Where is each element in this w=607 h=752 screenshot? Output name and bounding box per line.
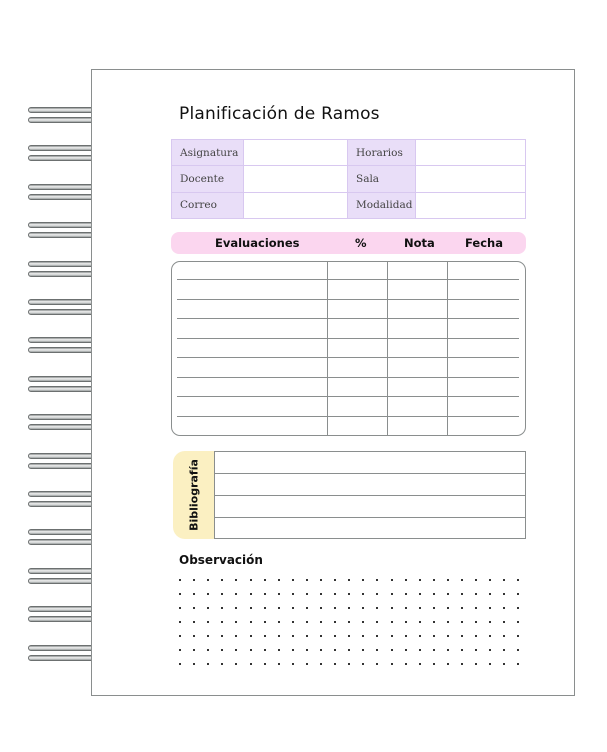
- grid-dot: [320, 663, 322, 665]
- grid-dot: [475, 635, 477, 637]
- grid-dot: [193, 635, 195, 637]
- grid-dot: [517, 663, 519, 665]
- grid-dot: [419, 579, 421, 581]
- grid-dot: [447, 621, 449, 623]
- field-sala[interactable]: [416, 166, 526, 192]
- grid-dot: [447, 593, 449, 595]
- grid-dot: [362, 663, 364, 665]
- grid-dot: [489, 621, 491, 623]
- label-modalidad: Modalidad: [348, 192, 416, 218]
- grid-dot: [376, 663, 378, 665]
- grid-dot: [489, 593, 491, 595]
- grid-dot: [447, 649, 449, 651]
- grid-dot: [320, 621, 322, 623]
- grid-dot: [475, 607, 477, 609]
- grid-dot: [320, 593, 322, 595]
- grid-dot: [179, 649, 181, 651]
- grid-dot: [517, 649, 519, 651]
- grid-dot: [433, 635, 435, 637]
- grid-dot: [207, 663, 209, 665]
- info-row: [172, 166, 526, 192]
- header-nota: Nota: [404, 236, 435, 250]
- grid-dot: [221, 621, 223, 623]
- row-line: [177, 338, 519, 339]
- grid-dot: [292, 593, 294, 595]
- grid-dot: [376, 593, 378, 595]
- grid-dot: [306, 579, 308, 581]
- grid-dot: [517, 621, 519, 623]
- grid-dot: [320, 635, 322, 637]
- grid-dot: [391, 663, 393, 665]
- grid-dot: [221, 607, 223, 609]
- grid-dot: [179, 635, 181, 637]
- grid-dot: [292, 663, 294, 665]
- grid-dot: [250, 621, 252, 623]
- grid-dot: [461, 579, 463, 581]
- row-line: [177, 377, 519, 378]
- grid-dot: [433, 607, 435, 609]
- grid-dot: [278, 593, 280, 595]
- grid-dot: [475, 663, 477, 665]
- grid-dot: [433, 579, 435, 581]
- grid-dot: [362, 649, 364, 651]
- grid-dot: [433, 663, 435, 665]
- grid-dot: [306, 663, 308, 665]
- grid-dot: [447, 579, 449, 581]
- grid-dot: [376, 635, 378, 637]
- grid-dot: [447, 607, 449, 609]
- grid-dot: [419, 663, 421, 665]
- ruled-line: [215, 473, 525, 474]
- grid-dot: [391, 593, 393, 595]
- grid-dot: [362, 593, 364, 595]
- grid-dot: [278, 635, 280, 637]
- grid-dot: [264, 607, 266, 609]
- bibliography-lines[interactable]: [214, 451, 526, 539]
- grid-dot: [405, 649, 407, 651]
- grid-dot: [517, 635, 519, 637]
- grid-dot: [348, 649, 350, 651]
- grid-dot: [503, 649, 505, 651]
- grid-dot: [278, 621, 280, 623]
- grid-dot: [405, 635, 407, 637]
- label-horarios: Horarios: [348, 140, 416, 166]
- grid-dot: [419, 621, 421, 623]
- grid-dot: [207, 593, 209, 595]
- grid-dot: [419, 635, 421, 637]
- grid-dot: [207, 579, 209, 581]
- header-fecha: Fecha: [465, 236, 503, 250]
- grid-dot: [503, 621, 505, 623]
- grid-dot: [475, 579, 477, 581]
- grid-dot: [235, 621, 237, 623]
- grid-dot: [235, 663, 237, 665]
- grid-dot: [461, 635, 463, 637]
- label-docente: Docente: [172, 166, 244, 192]
- label-sala: Sala: [348, 166, 416, 192]
- grid-dot: [193, 663, 195, 665]
- grid-dot: [250, 663, 252, 665]
- grid-dot: [489, 635, 491, 637]
- grid-dot: [391, 649, 393, 651]
- grid-dot: [376, 579, 378, 581]
- grid-dot: [405, 621, 407, 623]
- grid-dot: [193, 649, 195, 651]
- evaluations-table[interactable]: [171, 261, 526, 436]
- field-modalidad[interactable]: [416, 192, 526, 218]
- grid-dot: [419, 649, 421, 651]
- grid-dot: [264, 663, 266, 665]
- grid-dot: [461, 593, 463, 595]
- info-row: [172, 140, 526, 166]
- grid-dot: [489, 663, 491, 665]
- grid-dot: [207, 649, 209, 651]
- grid-dot: [348, 635, 350, 637]
- grid-dot: [503, 593, 505, 595]
- grid-dot: [391, 579, 393, 581]
- grid-dot: [348, 607, 350, 609]
- grid-dot: [306, 635, 308, 637]
- column-divider: [327, 262, 328, 435]
- grid-dot: [264, 579, 266, 581]
- grid-dot: [278, 607, 280, 609]
- evaluations-header: [171, 232, 526, 254]
- grid-dot: [348, 663, 350, 665]
- grid-dot: [433, 621, 435, 623]
- grid-dot: [250, 579, 252, 581]
- grid-dot: [306, 649, 308, 651]
- grid-dot: [264, 635, 266, 637]
- course-info-table: [171, 139, 526, 219]
- grid-dot: [362, 635, 364, 637]
- row-line: [177, 396, 519, 397]
- grid-dot: [235, 649, 237, 651]
- grid-dot: [503, 635, 505, 637]
- grid-dot: [306, 621, 308, 623]
- grid-dot: [235, 579, 237, 581]
- grid-dot: [348, 621, 350, 623]
- grid-dot: [207, 607, 209, 609]
- grid-dot: [306, 607, 308, 609]
- ruled-line: [215, 495, 525, 496]
- column-divider: [387, 262, 388, 435]
- grid-dot: [419, 607, 421, 609]
- grid-dot: [292, 621, 294, 623]
- grid-dot: [376, 607, 378, 609]
- bibliography-tab: [173, 451, 215, 539]
- grid-dot: [179, 607, 181, 609]
- grid-dot: [503, 579, 505, 581]
- grid-dot: [320, 607, 322, 609]
- grid-dot: [221, 649, 223, 651]
- grid-dot: [391, 621, 393, 623]
- grid-dot: [376, 649, 378, 651]
- grid-dot: [433, 593, 435, 595]
- grid-dot: [207, 635, 209, 637]
- grid-dot: [461, 621, 463, 623]
- grid-dot: [250, 593, 252, 595]
- grid-dot: [447, 635, 449, 637]
- grid-dot: [503, 663, 505, 665]
- grid-dot: [376, 621, 378, 623]
- grid-dot: [221, 579, 223, 581]
- grid-dot: [179, 579, 181, 581]
- grid-dot: [503, 607, 505, 609]
- grid-dot: [391, 635, 393, 637]
- grid-dot: [278, 579, 280, 581]
- header-evaluaciones: Evaluaciones: [215, 236, 300, 250]
- grid-dot: [334, 663, 336, 665]
- grid-dot: [250, 607, 252, 609]
- grid-dot: [193, 579, 195, 581]
- grid-dot: [207, 621, 209, 623]
- grid-dot: [391, 607, 393, 609]
- grid-dot: [292, 649, 294, 651]
- row-line: [177, 357, 519, 358]
- grid-dot: [193, 593, 195, 595]
- grid-dot: [489, 649, 491, 651]
- grid-dot: [362, 607, 364, 609]
- grid-dot: [517, 607, 519, 609]
- field-docente[interactable]: [244, 166, 348, 192]
- grid-dot: [320, 579, 322, 581]
- grid-dot: [221, 593, 223, 595]
- grid-dot: [517, 579, 519, 581]
- field-asignatura[interactable]: [244, 140, 348, 166]
- grid-dot: [334, 607, 336, 609]
- grid-dot: [264, 593, 266, 595]
- grid-dot: [405, 579, 407, 581]
- grid-dot: [475, 593, 477, 595]
- row-line: [177, 416, 519, 417]
- grid-dot: [362, 621, 364, 623]
- grid-dot: [221, 635, 223, 637]
- grid-dot: [264, 649, 266, 651]
- field-correo[interactable]: [244, 192, 348, 218]
- grid-dot: [405, 607, 407, 609]
- field-horarios[interactable]: [416, 140, 526, 166]
- grid-dot: [264, 621, 266, 623]
- grid-dot: [179, 593, 181, 595]
- grid-dot: [405, 593, 407, 595]
- grid-dot: [461, 607, 463, 609]
- grid-dot: [405, 663, 407, 665]
- grid-dot: [362, 579, 364, 581]
- grid-dot: [179, 663, 181, 665]
- label-correo: Correo: [172, 192, 244, 218]
- bibliography-label: Bibliografía: [187, 459, 201, 531]
- grid-dot: [334, 649, 336, 651]
- row-line: [177, 299, 519, 300]
- info-row: [172, 192, 526, 218]
- row-line: [177, 318, 519, 319]
- grid-dot: [235, 593, 237, 595]
- grid-dot: [306, 593, 308, 595]
- grid-dot: [489, 579, 491, 581]
- row-line: [177, 279, 519, 280]
- grid-dot: [278, 649, 280, 651]
- grid-dot: [235, 635, 237, 637]
- grid-dot: [250, 635, 252, 637]
- grid-dot: [348, 579, 350, 581]
- column-divider: [447, 262, 448, 435]
- grid-dot: [348, 593, 350, 595]
- grid-dot: [447, 663, 449, 665]
- grid-dot: [292, 579, 294, 581]
- grid-dot: [461, 663, 463, 665]
- grid-dot: [517, 593, 519, 595]
- grid-dot: [489, 607, 491, 609]
- grid-dot: [334, 621, 336, 623]
- page-title: Planificación de Ramos: [179, 104, 380, 124]
- grid-dot: [419, 593, 421, 595]
- grid-dot: [334, 593, 336, 595]
- grid-dot: [221, 663, 223, 665]
- grid-dot: [292, 635, 294, 637]
- grid-dot: [320, 649, 322, 651]
- grid-dot: [475, 649, 477, 651]
- grid-dot: [278, 663, 280, 665]
- grid-dot: [334, 579, 336, 581]
- ruled-line: [215, 517, 525, 518]
- grid-dot: [193, 621, 195, 623]
- header-percent: %: [355, 236, 367, 250]
- grid-dot: [235, 607, 237, 609]
- grid-dot: [179, 621, 181, 623]
- observation-label: Observación: [179, 553, 263, 567]
- label-asignatura: Asignatura: [172, 140, 244, 166]
- grid-dot: [475, 621, 477, 623]
- grid-dot: [292, 607, 294, 609]
- grid-dot: [193, 607, 195, 609]
- grid-dot: [433, 649, 435, 651]
- grid-dot: [250, 649, 252, 651]
- grid-dot: [461, 649, 463, 651]
- grid-dot: [334, 635, 336, 637]
